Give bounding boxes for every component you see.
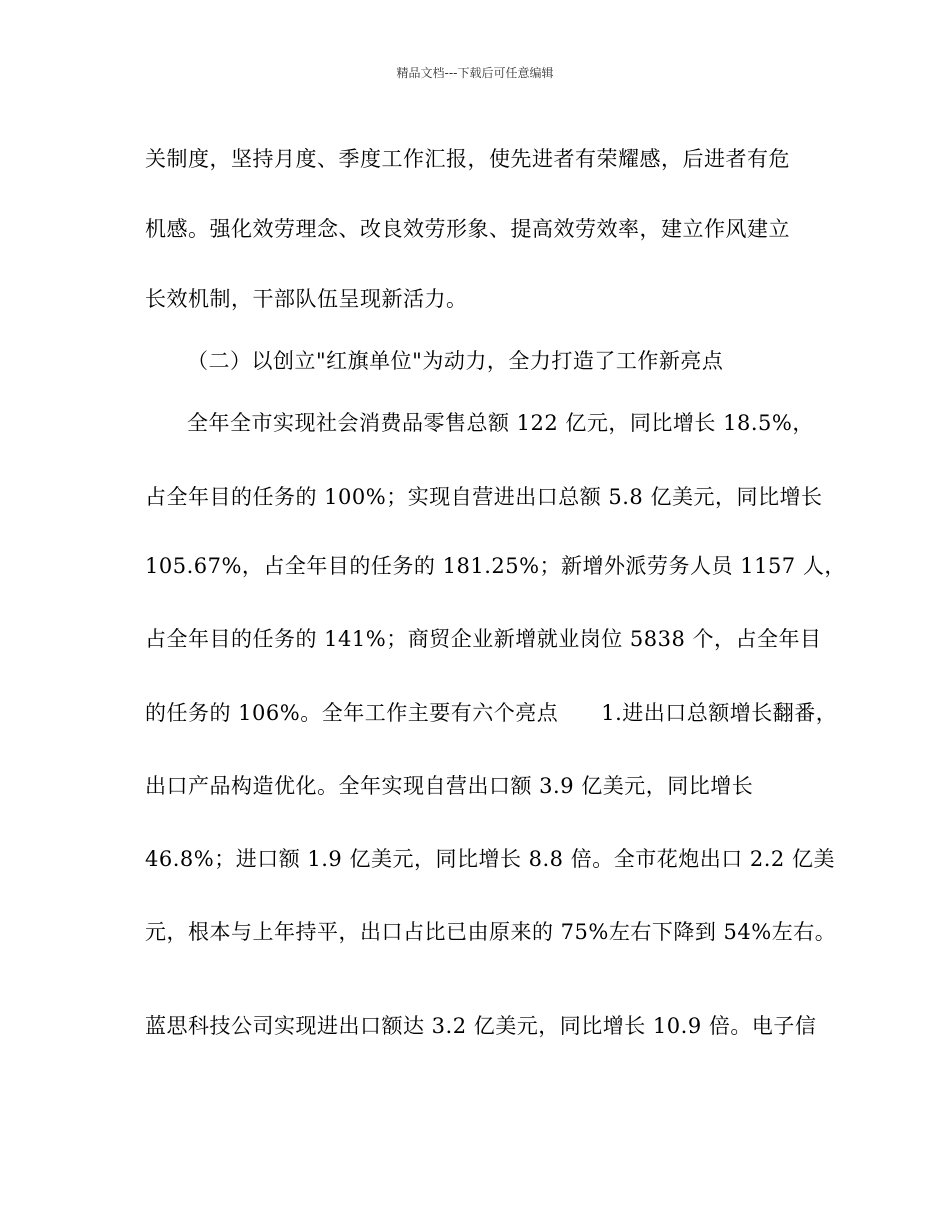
text-line: 蓝思科技公司实现进出口额达 3.2 亿美元，同比增长 10.9 倍。电子信 (145, 1014, 817, 1038)
text-line: 关制度，坚持月度、季度工作汇报，使先进者有荣耀感，后进者有危 (145, 147, 790, 171)
text-line: 的任务的 106%。全年工作主要有六个亮点 1.进出口总额增长翻番， (145, 701, 838, 725)
page-header: 精品文档---下载后可任意编辑 (396, 66, 554, 80)
section-heading: （二）以创立"红旗单位"为动力，全力打造了工作新亮点 (187, 349, 724, 373)
text-line: 占全年目的任务的 141%；商贸企业新增就业岗位 5838 个，占全年目 (145, 627, 822, 651)
text-line: 出口产品构造优化。全年实现自营出口额 3.9 亿美元，同比增长 (145, 774, 754, 798)
text-line: 46.8%；进口额 1.9 亿美元，同比增长 8.8 倍。全市花炮出口 2.2 亿美 (145, 847, 835, 871)
text-line: 占全年目的任务的 100%；实现自营进出口总额 5.8 亿美元，同比增长 (145, 485, 823, 509)
text-line: 长效机制，干部队伍呈现新活力。 (145, 287, 468, 311)
text-line: 元，根本与上年持平，出口占比已由原来的 75%左右下降到 54%左右。 (145, 920, 837, 944)
paragraph-first-line: 全年全市实现社会消费品零售总额 122 亿元，同比增长 18.5%， (187, 411, 814, 435)
text-line: 机感。强化效劳理念、改良效劳形象、提高效劳效率，建立作风建立 (145, 217, 790, 241)
text-line: 105.67%，占全年目的任务的 181.25%；新增外派劳务人员 1157 人， (145, 554, 846, 578)
